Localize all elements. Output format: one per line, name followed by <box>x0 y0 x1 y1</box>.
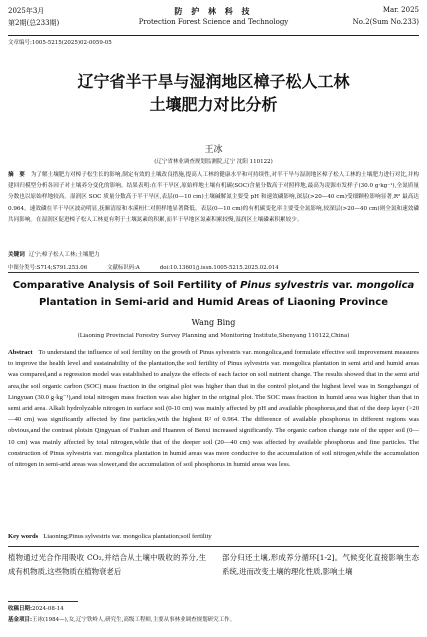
chinese-author: 王冰 <box>204 145 223 155</box>
journal-title-en: Protection Forest Science and Technology <box>138 18 289 26</box>
footnote-received-label: 收稿日期: <box>8 606 33 612</box>
english-abstract-label: Abstract <box>8 349 33 356</box>
header-issue-cn: 2025年3月 <box>8 7 45 15</box>
document-code: 文献标识码:A <box>107 265 140 271</box>
clc-number: 中图分类号:S714;S791.253.06 <box>8 265 88 271</box>
body-column-right: 部分归还土壤,形成养分循环[1-2]。气候变化直接影响生态系统,进而改变土壤的理化性质,影响土壤 <box>222 553 419 576</box>
header-issue-en: No.2(Sum No.233) <box>352 18 419 26</box>
chinese-abstract <box>8 170 419 226</box>
chinese-title-line2: 土壤肥力对比分析 <box>149 95 278 114</box>
english-keywords-label: Key words <box>8 533 39 540</box>
english-title-line1 <box>0 277 427 294</box>
header-volume-cn: 第2期(总233期) <box>8 19 60 27</box>
footnote-author-label: 基金项目: <box>8 617 33 623</box>
chinese-title <box>0 70 427 116</box>
section-divider <box>8 272 419 273</box>
english-affiliation: (Liaoning Provincial Forestry Survey Planning and Monitoring Institute,Shenyang 110122,China) <box>77 333 350 339</box>
footnote-received-date: 2024-08-14 <box>32 606 64 612</box>
article-number: 文章编号:1005-5215(2025)02-0059-05 <box>8 40 112 46</box>
header-divider <box>8 35 419 36</box>
footnote-author <box>8 615 419 623</box>
classification-line <box>8 263 419 271</box>
footnote-author-info: 王冰(1984—),女,辽宁铁岭人,研究生,高级工程师,主要从事林业调查规划研究工作。 <box>32 617 236 623</box>
journal-title-cn: 防 护 林 科 技 <box>174 6 253 16</box>
chinese-keywords-label: 关键词 <box>8 252 25 258</box>
chinese-title-line1: 辽宁省半干旱与湿润地区樟子松人工林 <box>77 72 350 91</box>
body-column-left: 植物通过光合作用吸收 CO₂,并结合从土壤中吸收的养分,生成有机物质,这些物质在植物衰老后 <box>8 553 206 576</box>
english-author: Wang Bing <box>191 318 236 327</box>
english-title-species: Pinus sylvestris <box>240 280 329 291</box>
chinese-affiliation: (辽宁省林业调查规划监测院,辽宁 沈阳 110122) <box>154 159 273 165</box>
english-title-part: Comparative Analysis of Soil Fertility of <box>12 280 241 291</box>
chinese-abstract-text: 为了解土壤肥力对樟子松生长的影响,制定有效的土壤改良措施,提高人工林的健康水平和可持续性,对半干旱与湿润地区樟子松人工林的土壤肥力进行对比,并构建回归模型分析各因子对土壤养分变化的影响。结果表明:在半干旱区,原始样地土壤有机碳(SOC)含量分数高于对照样地,最高为凌源市发样子(30.0 g·kg⁻¹),全氮质量分数也以原始样地较高。湿润区 SOC 质量分数高于半干旱区,表层(0—10 cm)土壤碱解氮主要受 pH 和速效磷影响,深层(>20—40 cm)受细颗粒影响显著,R² 最高达 0.964。速效磷在半干旱区波动明显,抚顺清原和本溪桓仁对照样地显著降低。表层(0—10 cm)的有机碳变化率主要受全氮影响,较深层(>20—40 cm)则全氮和速效磷共同影响。在湿润区促进樟子松人工林更有利于土壤氮素的积累,而半干旱地区氮素积累较慢,湿润区土壤磷素积累较少。 <box>8 172 419 223</box>
english-abstract <box>8 347 419 470</box>
english-abstract-text: To understand the influence of soil fertility on the growth of Pinus sylvestris var. mongolica,and formulate effective soil improvement measures to improve the health level and sustainability of the plantation,the soil fertility of Pinus sylvestris var. mongolica plantation in semi arid and humid areas was compared,and a regression model was established to analyze the effects of each factor on soil nutrient change. The results showed that in the semi arid area,the soil organic carbon (SOC) mass fraction in the original plot was higher than that in the control plot,and the highest level was in Songzhangzi of Lingyuan (30.0 g·kg⁻¹),and total nitrogen mass fraction was also higher in the original plot. The SOC mass fraction in humid area was higher than that in semi arid area. Alkali hydrolyzable nitrogen in surface soil (0-10 cm) was mainly affected by pH and available phosphorus,and that of the deep layer (>20—40 cm) was significantly affected by fine particles,with the highest R² of 0.964. The difference of available phosphorus in different regions was obvious,and the contrast plotsin Qingyuan of Fushun and Huanren of Benxi increased significantly. The organic carbon change rate of the upper soil (0—10 cm) was mainly affected by total nitrogen,while that of the deeper soil (20—40 cm) was affected by available phosphorus and fine particles. The construction of Pinus sylvestris var. mongolica plantation in humid areas was more conducive to the accumulation of soil nitrogen,while the accumulation of nitrogen in semi-arid areas was slower,and the accumulation of soil phosphorus in humid areas was less. <box>8 349 419 469</box>
header-date-en: Mar. 2025 <box>382 6 419 14</box>
english-title <box>0 277 427 311</box>
footnote-received <box>8 604 419 612</box>
footnote-divider <box>8 601 78 602</box>
running-header <box>8 4 419 34</box>
english-title-part: var. <box>328 280 357 291</box>
chinese-abstract-label: 摘 要 <box>8 172 25 178</box>
english-keywords-text: Liaoning;Pinus sylvestris var. mongolica plantation;soil fertility <box>43 533 212 540</box>
english-title-variety: mongolica <box>356 280 415 291</box>
chinese-keywords <box>8 250 419 258</box>
chinese-keywords-text: 辽宁;樟子松人工林;土壤肥力 <box>28 252 100 258</box>
english-title-line2: Plantation in Semi-arid and Humid Areas of Liaoning Province <box>38 297 389 308</box>
abstract-end-divider <box>8 546 419 547</box>
english-keywords <box>8 533 419 540</box>
doi: doi:10.13601/j.issn.1005-5215.2025.02.014 <box>159 265 279 271</box>
